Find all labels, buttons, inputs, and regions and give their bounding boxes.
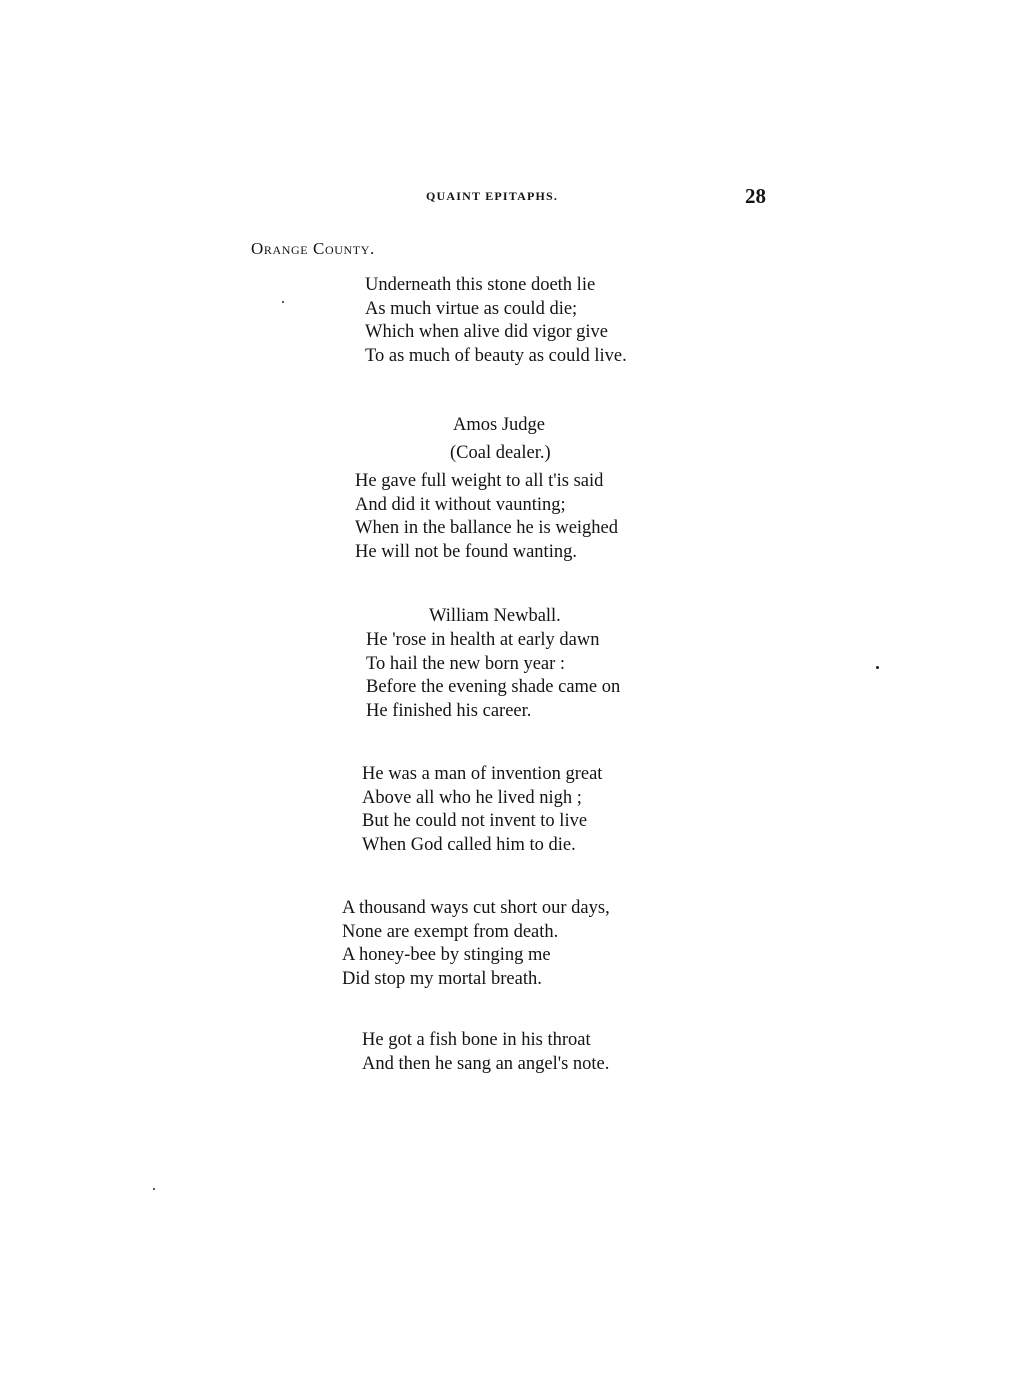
verse-line: He will not be found wanting.	[355, 541, 577, 562]
verse-line: When in the ballance he is weighed	[355, 518, 619, 538]
verse-line: And did it without vaunting;	[355, 494, 566, 515]
epitaph-stanza	[362, 1029, 609, 1076]
scan-speck	[153, 1188, 155, 1190]
verse-line: When God called him to die.	[362, 834, 576, 855]
scan-speck	[876, 666, 879, 669]
epitaph-stanza	[355, 470, 618, 564]
verse-line: Which when alive did vigor give	[365, 322, 609, 342]
section-heading: Orange County.	[251, 239, 375, 258]
verse-line: He gave full weight to all t'is said	[355, 471, 604, 491]
scan-speck	[282, 301, 284, 303]
running-head: QUAINT EPITAPHS.	[426, 189, 559, 203]
verse-line: Did stop my mortal breath.	[342, 968, 542, 989]
epitaph-name: William Newball.	[429, 606, 561, 626]
verse-line: None are exempt from death.	[342, 921, 559, 942]
verse-line: A thousand ways cut short our days,	[342, 898, 610, 918]
epitaph-subtitle: (Coal dealer.)	[450, 443, 551, 463]
epitaph-stanza	[362, 763, 602, 857]
verse-line: He 'rose in health at early dawn	[366, 630, 600, 650]
verse-line: He finished his career.	[366, 700, 532, 721]
verse-line: He got a fish bone in his throat	[362, 1030, 591, 1050]
epitaph-stanza	[365, 274, 627, 368]
verse-line: Underneath this stone doeth lie	[365, 275, 596, 295]
verse-line: But he could not invent to live	[362, 811, 588, 831]
epitaph-stanza	[342, 897, 610, 991]
epitaph-name: Amos Judge	[453, 415, 545, 435]
verse-line: A honey-bee by stinging me	[342, 945, 551, 965]
verse-line: To as much of beauty as could live.	[365, 345, 627, 366]
verse-line: To hail the new born year :	[366, 653, 566, 674]
verse-line: Above all who he lived nigh ;	[362, 787, 582, 808]
verse-line: Before the evening shade came on	[366, 677, 621, 697]
verse-line: He was a man of invention great	[362, 764, 603, 784]
verse-line: And then he sang an angel's note.	[362, 1053, 610, 1074]
verse-line: As much virtue as could die;	[365, 298, 578, 319]
epitaph-stanza	[366, 629, 620, 723]
page-number: 28	[745, 184, 766, 208]
